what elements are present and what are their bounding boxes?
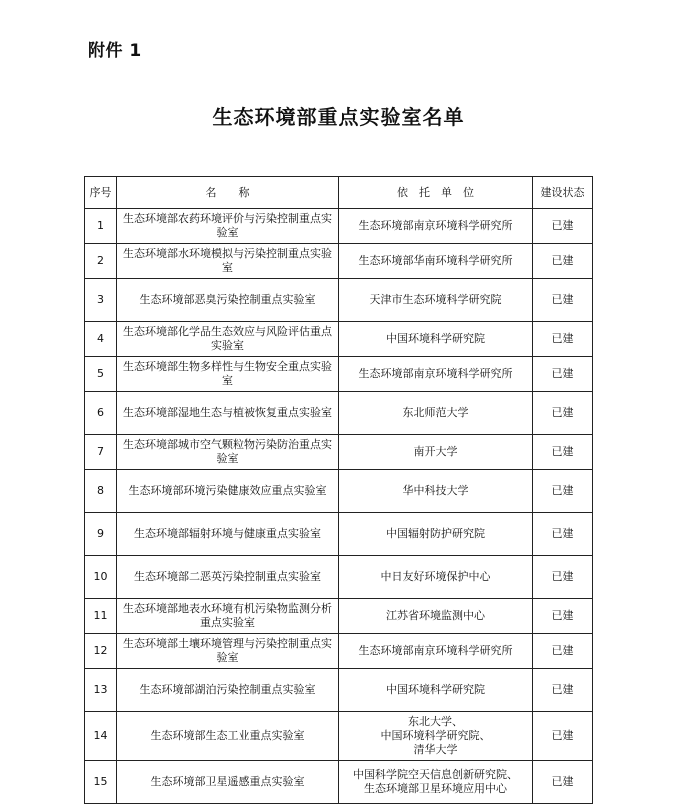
row-unit: 中日友好环境保护中心 — [339, 556, 533, 599]
table-row — [85, 279, 593, 322]
row-seq: 12 — [85, 634, 117, 669]
table-row — [85, 435, 593, 470]
row-status: 已建 — [533, 470, 593, 513]
row-status: 已建 — [533, 669, 593, 712]
row-name: 生态环境部地表水环境有机污染物监测分析重点实验室 — [117, 599, 339, 634]
row-name: 生态环境部农药环境评价与污染控制重点实验室 — [117, 209, 339, 244]
row-seq: 15 — [85, 761, 117, 804]
table-row — [85, 470, 593, 513]
row-seq: 2 — [85, 244, 117, 279]
table-row — [85, 599, 593, 634]
row-name: 生态环境部化学品生态效应与风险评估重点实验室 — [117, 322, 339, 357]
row-name: 生态环境部土壤环境管理与污染控制重点实验室 — [117, 634, 339, 669]
row-unit — [339, 761, 533, 804]
table-row — [85, 712, 593, 761]
row-name: 生态环境部城市空气颗粒物污染防治重点实验室 — [117, 435, 339, 470]
row-seq: 5 — [85, 357, 117, 392]
row-status: 已建 — [533, 513, 593, 556]
row-seq: 3 — [85, 279, 117, 322]
header-unit: 依 托 单 位 — [339, 177, 533, 209]
row-seq: 6 — [85, 392, 117, 435]
table-row — [85, 392, 593, 435]
row-name: 生态环境部恶臭污染控制重点实验室 — [117, 279, 339, 322]
row-seq: 14 — [85, 712, 117, 761]
row-seq: 4 — [85, 322, 117, 357]
row-status: 已建 — [533, 435, 593, 470]
row-unit: 生态环境部华南环境科学研究所 — [339, 244, 533, 279]
row-seq: 7 — [85, 435, 117, 470]
row-seq: 10 — [85, 556, 117, 599]
row-status: 已建 — [533, 357, 593, 392]
table-row — [85, 634, 593, 669]
row-status: 已建 — [533, 392, 593, 435]
table-row — [85, 244, 593, 279]
page-title: 生态环境部重点实验室名单 — [212, 105, 465, 129]
row-unit: 天津市生态环境科学研究院 — [339, 279, 533, 322]
row-status: 已建 — [533, 634, 593, 669]
attachment-label: 附件 1 — [88, 41, 142, 61]
unit-line: 中国科学院空天信息创新研究院、 — [353, 768, 518, 781]
row-name: 生态环境部生态工业重点实验室 — [117, 712, 339, 761]
row-unit: 生态环境部南京环境科学研究所 — [339, 357, 533, 392]
row-seq: 13 — [85, 669, 117, 712]
unit-line: 东北大学、 — [408, 715, 463, 728]
header-seq: 序号 — [85, 177, 117, 209]
table-row — [85, 556, 593, 599]
row-unit: 中国环境科学研究院 — [339, 669, 533, 712]
lab-list-table — [84, 176, 593, 804]
row-unit — [339, 712, 533, 761]
row-seq: 8 — [85, 470, 117, 513]
header-name: 名 称 — [117, 177, 339, 209]
table-header-row — [85, 177, 593, 209]
row-name: 生态环境部辐射环境与健康重点实验室 — [117, 513, 339, 556]
row-status: 已建 — [533, 244, 593, 279]
row-name: 生态环境部环境污染健康效应重点实验室 — [117, 470, 339, 513]
row-status: 已建 — [533, 322, 593, 357]
row-status: 已建 — [533, 712, 593, 761]
row-unit: 生态环境部南京环境科学研究所 — [339, 209, 533, 244]
row-seq: 1 — [85, 209, 117, 244]
table-row — [85, 669, 593, 712]
header-status: 建设状态 — [533, 177, 593, 209]
row-status: 已建 — [533, 599, 593, 634]
table-row — [85, 513, 593, 556]
table-row — [85, 357, 593, 392]
table-row — [85, 761, 593, 804]
row-status: 已建 — [533, 556, 593, 599]
row-seq: 9 — [85, 513, 117, 556]
row-unit: 华中科技大学 — [339, 470, 533, 513]
row-name: 生态环境部卫星遥感重点实验室 — [117, 761, 339, 804]
unit-line: 清华大学 — [413, 743, 458, 756]
row-unit: 中国环境科学研究院 — [339, 322, 533, 357]
row-unit: 东北师范大学 — [339, 392, 533, 435]
row-status: 已建 — [533, 209, 593, 244]
row-unit: 南开大学 — [339, 435, 533, 470]
table-row — [85, 322, 593, 357]
table-row — [85, 209, 593, 244]
row-seq: 11 — [85, 599, 117, 634]
row-name: 生态环境部湿地生态与植被恢复重点实验室 — [117, 392, 339, 435]
row-unit: 中国辐射防护研究院 — [339, 513, 533, 556]
row-name: 生态环境部生物多样性与生物安全重点实验室 — [117, 357, 339, 392]
unit-line: 生态环境部卫星环境应用中心 — [364, 782, 507, 795]
row-status: 已建 — [533, 279, 593, 322]
row-unit: 江苏省环境监测中心 — [339, 599, 533, 634]
row-name: 生态环境部湖泊污染控制重点实验室 — [117, 669, 339, 712]
row-status: 已建 — [533, 761, 593, 804]
row-unit: 生态环境部南京环境科学研究所 — [339, 634, 533, 669]
unit-line: 中国环境科学研究院、 — [380, 729, 491, 742]
row-name: 生态环境部二恶英污染控制重点实验室 — [117, 556, 339, 599]
row-name: 生态环境部水环境模拟与污染控制重点实验室 — [117, 244, 339, 279]
